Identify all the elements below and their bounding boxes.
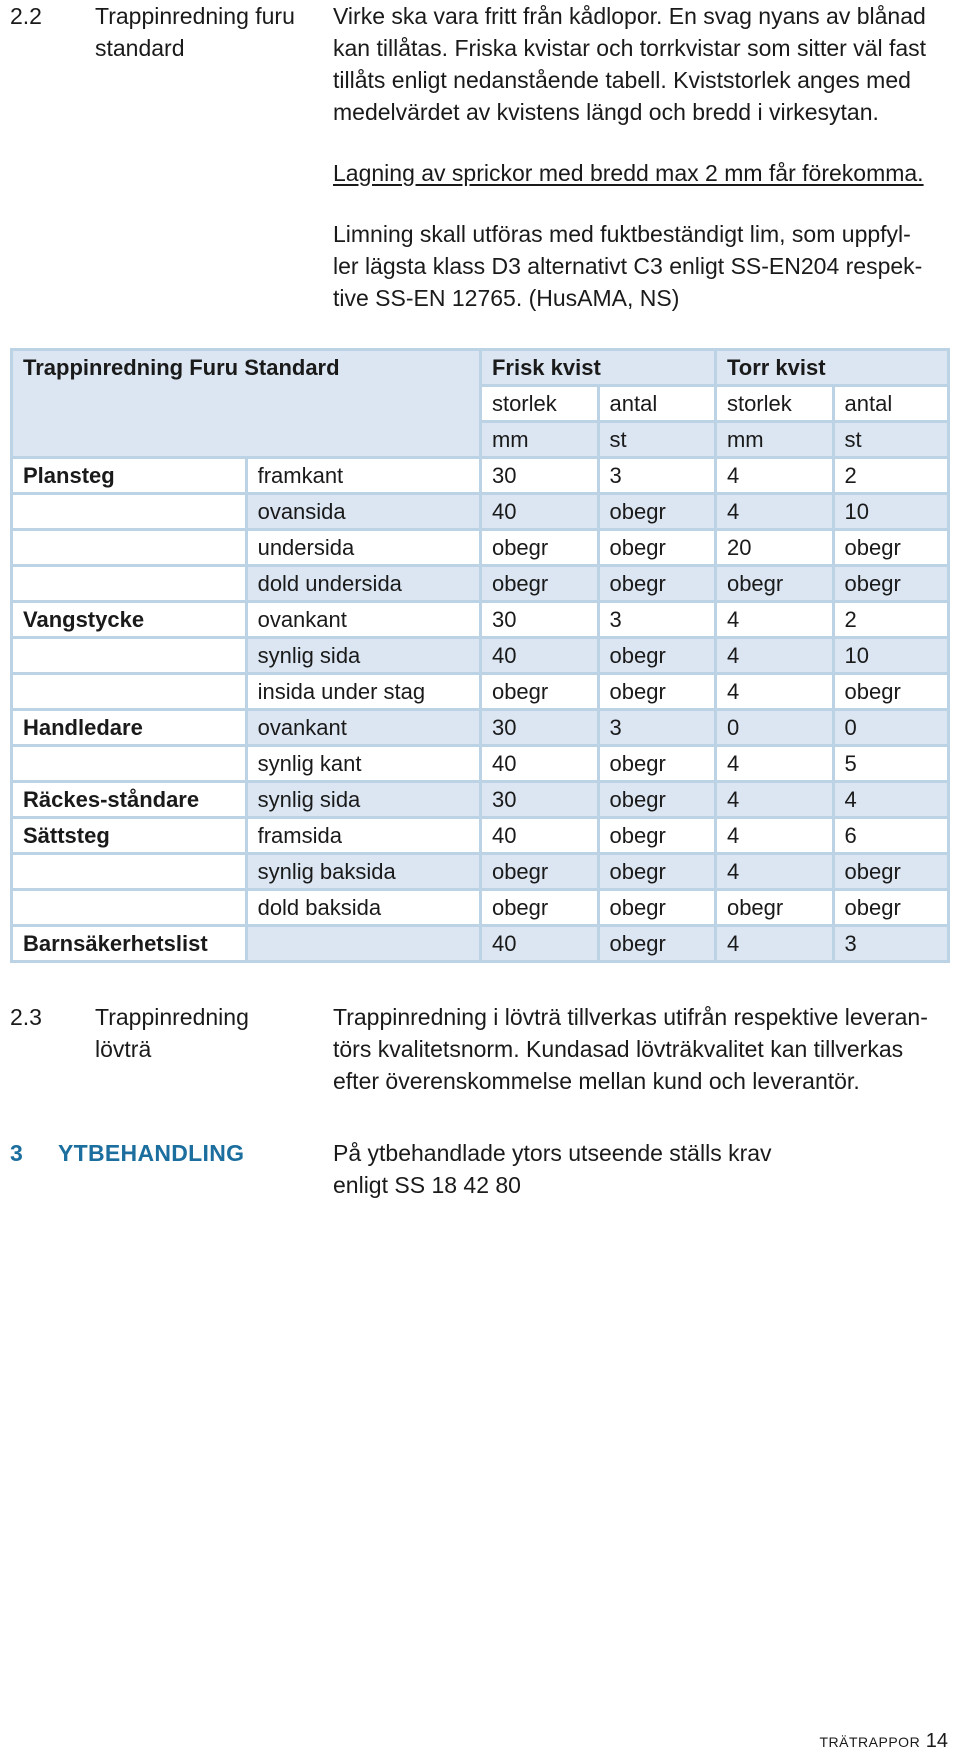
value-cell: 4 (715, 854, 833, 890)
value-cell: 30 (480, 458, 598, 494)
value-cell: 0 (833, 710, 949, 746)
part-cell: dold baksida (246, 890, 480, 926)
section-title (95, 1001, 315, 1065)
table-row (12, 494, 949, 530)
part-cell: synlig kant (246, 746, 480, 782)
value-cell: 10 (833, 494, 949, 530)
part-cell: framsida (246, 818, 480, 854)
text-line: efter överenskommelse mellan kund och leverantör. (333, 1068, 860, 1094)
value-cell: obegr (598, 674, 715, 710)
page-footer (820, 1730, 949, 1753)
part-cell: synlig sida (246, 782, 480, 818)
value-cell: obegr (715, 890, 833, 926)
category-cell: Plansteg (12, 458, 247, 494)
table-row (12, 566, 949, 602)
value-cell: 4 (833, 782, 949, 818)
value-cell: 4 (715, 746, 833, 782)
table-row (12, 674, 949, 710)
unit-header: st (833, 422, 949, 458)
section-title (95, 0, 315, 64)
category-cell: Vangstycke (12, 602, 247, 638)
section-3 (0, 1137, 960, 1207)
category-cell: Räckes-ståndare (12, 782, 247, 818)
text-line: tillåts enligt nedanstående tabell. Kviststorlek anges med (333, 67, 911, 93)
value-cell: 40 (480, 746, 598, 782)
value-cell: obegr (480, 530, 598, 566)
category-cell (12, 494, 247, 530)
table-row (12, 890, 949, 926)
text-line: törs kvalitetsnorm. Kundasad lövträkvalitet kan tillverkas (333, 1036, 904, 1062)
section-title-line: lövträ (95, 1036, 152, 1062)
footer-label: TRÄTRAPPOR (819, 1734, 921, 1750)
section-body (333, 0, 953, 343)
part-cell: undersida (246, 530, 480, 566)
table-row (12, 746, 949, 782)
table-row (12, 602, 949, 638)
table-title: Trappinredning Furu Standard (12, 350, 481, 458)
value-cell: obegr (598, 494, 715, 530)
value-cell: 3 (833, 926, 949, 962)
section-title-line: Trappinredning (95, 1004, 249, 1030)
section-number: 3 (10, 1140, 24, 1166)
value-cell: obegr (833, 674, 949, 710)
value-cell: 4 (715, 638, 833, 674)
text-line: Trappinredning i lövträ tillverkas utifrån respektive leveran- (333, 1004, 928, 1030)
table-row (12, 710, 949, 746)
part-cell: framkant (246, 458, 480, 494)
subheader: storlek (480, 386, 598, 422)
section-number: 2.2 (10, 3, 42, 29)
value-cell: 4 (715, 782, 833, 818)
value-cell: 2 (833, 458, 949, 494)
paragraph-limning (333, 218, 953, 314)
value-cell: obegr (833, 530, 949, 566)
value-cell: 4 (715, 926, 833, 962)
value-cell: 4 (715, 818, 833, 854)
value-cell: 40 (480, 494, 598, 530)
value-cell: 3 (598, 602, 715, 638)
value-cell: 30 (480, 602, 598, 638)
value-cell: 40 (480, 926, 598, 962)
text-line: På ytbehandlade ytors utseende ställs krav (333, 1140, 772, 1166)
value-cell: obegr (480, 566, 598, 602)
part-cell: insida under stag (246, 674, 480, 710)
part-cell: synlig baksida (246, 854, 480, 890)
value-cell: obegr (480, 890, 598, 926)
text-line: kan tillåtas. Friska kvistar och torrkvistar som sitter väl fast (333, 35, 927, 61)
category-cell: Barnsäkerhetslist (12, 926, 247, 962)
part-cell: dold undersida (246, 566, 480, 602)
value-cell: obegr (480, 854, 598, 890)
category-cell (12, 530, 247, 566)
paragraph-lagning: Lagning av sprickor med bredd max 2 mm får förekomma. (333, 160, 924, 186)
value-cell: 4 (715, 458, 833, 494)
paragraph-virke (333, 0, 953, 128)
text-line: Virke ska vara fritt från kådlopor. En svag nyans av blånad (333, 3, 926, 29)
value-cell: 10 (833, 638, 949, 674)
value-cell: 40 (480, 818, 598, 854)
value-cell: obegr (833, 566, 949, 602)
value-cell: 0 (715, 710, 833, 746)
value-cell: obegr (480, 674, 598, 710)
subheader: storlek (715, 386, 833, 422)
table-row (12, 818, 949, 854)
value-cell: 5 (833, 746, 949, 782)
category-cell (12, 566, 247, 602)
group-header-torr: Torr kvist (715, 350, 948, 386)
text-line: Limning skall utföras med fuktbeständigt lim, som uppfyl- (333, 221, 911, 247)
text-line: ler lägsta klass D3 alternativt C3 enligt SS-EN204 respek- (333, 253, 923, 279)
section-body (333, 1001, 953, 1097)
section-body (333, 1137, 953, 1201)
value-cell: obegr (598, 926, 715, 962)
category-cell (12, 674, 247, 710)
kvist-table (10, 348, 950, 963)
text-line: tive SS-EN 12765. (HusAMA, NS) (333, 285, 680, 311)
value-cell: obegr (715, 566, 833, 602)
category-cell: Handledare (12, 710, 247, 746)
unit-header: mm (480, 422, 598, 458)
value-cell: 2 (833, 602, 949, 638)
category-cell (12, 638, 247, 674)
value-cell: 4 (715, 494, 833, 530)
category-cell (12, 890, 247, 926)
value-cell: 30 (480, 782, 598, 818)
value-cell: 6 (833, 818, 949, 854)
value-cell: 3 (598, 458, 715, 494)
table-row (12, 458, 949, 494)
section-number: 2.3 (10, 1004, 42, 1030)
value-cell: obegr (598, 854, 715, 890)
text-line: medelvärdet av kvistens längd och bredd i virkesytan. (333, 99, 879, 125)
part-cell: ovankant (246, 710, 480, 746)
value-cell: obegr (598, 566, 715, 602)
value-cell: obegr (598, 818, 715, 854)
text-line: enligt SS 18 42 80 (333, 1172, 521, 1198)
value-cell: obegr (598, 746, 715, 782)
group-header-frisk: Frisk kvist (480, 350, 715, 386)
section-title-line: Trappinredning furu (95, 3, 295, 29)
section-title: YTBEHANDLING (58, 1140, 245, 1166)
page-number: 14 (925, 1730, 948, 1752)
section-2-2 (0, 0, 960, 310)
value-cell: 40 (480, 638, 598, 674)
unit-header: mm (715, 422, 833, 458)
table-row (12, 782, 949, 818)
section-2-3 (0, 1001, 960, 1101)
section-title-line: standard (95, 35, 185, 61)
part-cell: synlig sida (246, 638, 480, 674)
category-cell: Sättsteg (12, 818, 247, 854)
value-cell: obegr (598, 782, 715, 818)
category-cell (12, 854, 247, 890)
value-cell: 20 (715, 530, 833, 566)
category-cell (12, 746, 247, 782)
value-cell: obegr (833, 890, 949, 926)
value-cell: 3 (598, 710, 715, 746)
subheader: antal (598, 386, 715, 422)
table-row (12, 926, 949, 962)
part-cell: ovankant (246, 602, 480, 638)
value-cell: obegr (833, 854, 949, 890)
value-cell: 30 (480, 710, 598, 746)
subheader: antal (833, 386, 949, 422)
value-cell: obegr (598, 530, 715, 566)
table-row (12, 854, 949, 890)
value-cell: 4 (715, 602, 833, 638)
part-cell (246, 926, 480, 962)
value-cell: obegr (598, 890, 715, 926)
table-row (12, 638, 949, 674)
value-cell: obegr (598, 638, 715, 674)
unit-header: st (598, 422, 715, 458)
table-row (12, 530, 949, 566)
value-cell: 4 (715, 674, 833, 710)
part-cell: ovansida (246, 494, 480, 530)
